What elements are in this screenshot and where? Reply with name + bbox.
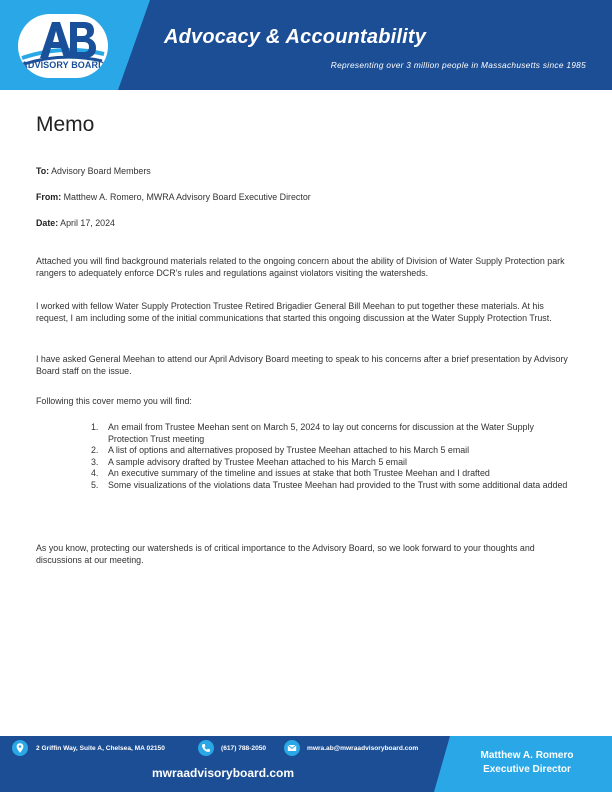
to-label: To: [36,166,50,176]
list-item-number: 2. [91,445,99,455]
date-value: April 17, 2024 [58,218,115,228]
location-pin-icon [12,740,28,756]
header-subtitle: Representing over 3 million people in Massachusetts since 1985 [330,60,586,70]
list-item-text: Some visualizations of the violations data Trustee Meehan had provided to the Trust with some additional data added [108,479,568,490]
memo-paragraph-3: I have asked General Meehan to attend our April Advisory Board meeting to speak to his concerns after a brief presentation by Advisory Board staff on the issue. [36,354,568,377]
to-value: Advisory Board Members [49,166,151,176]
footer-role: Executive Director [483,764,571,775]
header-title: Advocacy & Accountability [164,26,427,48]
memo-title: Memo [36,113,95,136]
footer-signature [452,749,602,777]
list-item [91,457,571,469]
footer-banner [0,736,612,792]
memo-paragraph-1: Attached you will find background materials related to the ongoing concern about the ability of Division of Water Supply Protection park rangers to adequately enforce DCR’s rules and regulations against violators visiting the watersheds. [36,256,565,279]
email-icon [284,740,300,756]
list-item [91,480,571,492]
footer-address: 2 Griffin Way, Suite A, Chelsea, MA 02150 [36,745,165,752]
list-item-text: An executive summary of the timeline and issues at stake that both Trustee Meehan and I drafted [108,468,490,478]
from-value: Matthew A. Romero, MWRA Advisory Board Executive Director [61,192,311,202]
advisory-board-logo [18,14,108,78]
attachments-list [91,422,571,491]
list-item-number: 1. [91,422,99,432]
list-item [91,422,571,445]
footer-email[interactable]: mwra.ab@mwraadvisoryboard.com [307,745,419,752]
memo-to-line [36,166,151,176]
list-item-number: 4. [91,468,99,478]
logo-text: ADVISORY BOARD [21,60,105,70]
list-item-number: 3. [91,456,99,467]
footer-phone: (617) 788-2050 [221,745,267,752]
header-banner [0,0,612,90]
list-item [91,468,571,480]
from-label: From: [36,192,62,202]
memo-closing: As you know, protecting our watersheds is of critical importance to the Advisory Board, so we look forward to your thoughts and discussions at our meeting. [36,543,535,566]
memo-date-line [36,218,115,228]
list-item-text: A sample advisory drafted by Trustee Meehan attached to his March 5 email [108,456,407,467]
footer-name: Matthew A. Romero [480,750,574,761]
memo-paragraph-4: Following this cover memo you will find: [36,396,192,406]
list-item-number: 5. [91,479,99,490]
list-item-text: An email from Trustee Meehan sent on March 5, 2024 to lay out concerns for discussion at the Water Supply Protection Trust meeting [108,422,534,444]
list-item [91,445,571,457]
list-item-text: A list of options and alternatives proposed by Trustee Meehan attached to his March 5 email [108,445,470,455]
footer-website[interactable]: mwraadvisoryboard.com [152,766,295,780]
memo-from-line [36,192,311,202]
date-label: Date: [36,218,59,228]
phone-icon [198,740,214,756]
memo-paragraph-2: I worked with fellow Water Supply Protection Trustee Retired Brigadier General Bill Meehan to put together these materials. At his request, I am including some of the initial communications that started this ongoing discussion at the Water Supply Protection Trust. [36,301,552,324]
